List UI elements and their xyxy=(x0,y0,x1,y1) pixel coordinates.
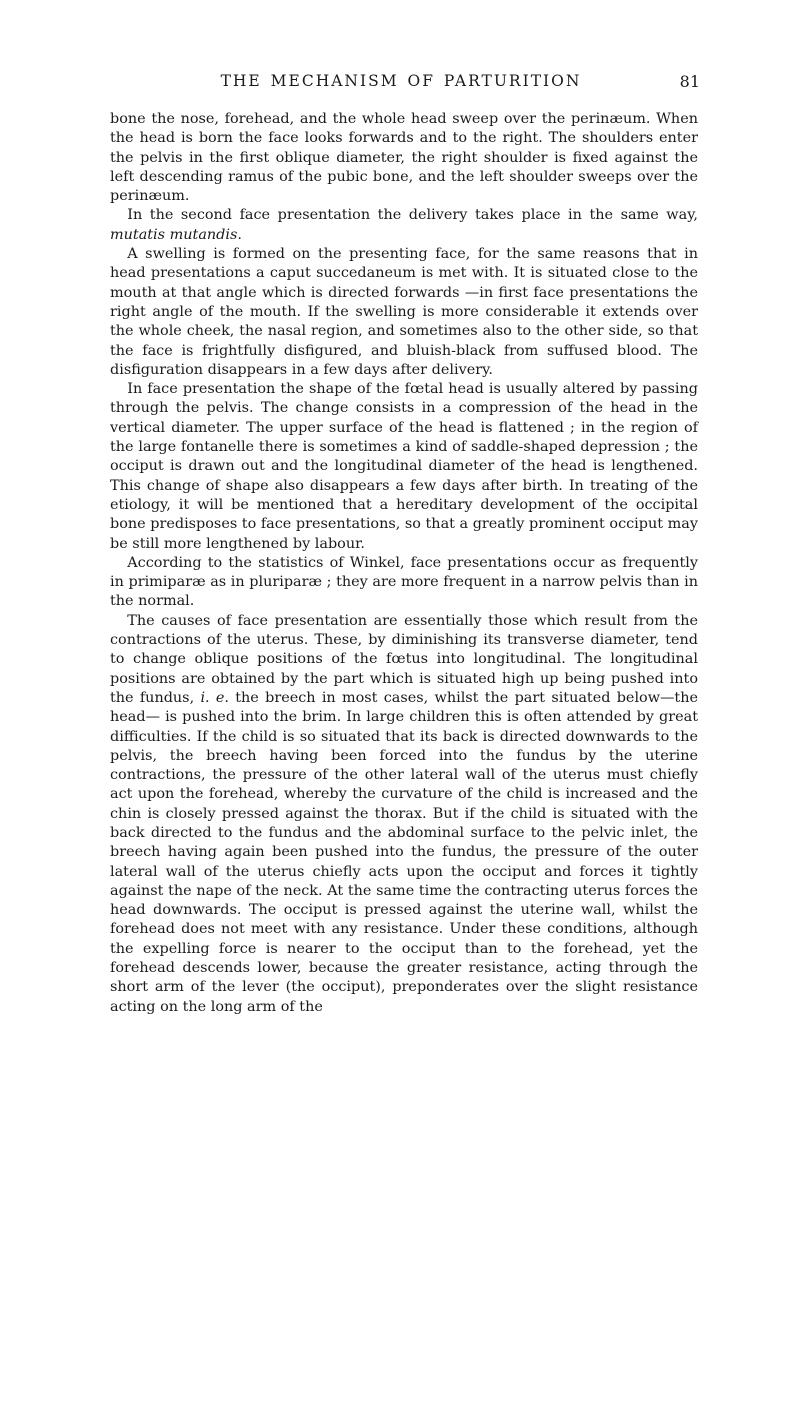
italic-phrase: i. e. xyxy=(200,689,229,706)
paragraph-second-face-presentation xyxy=(110,206,698,245)
paragraph-continuation: bone the nose, forehead, and the whole head sweep over the perinæum. When the head is born the face looks forwards and to the right. The shoulders enter the pelvis in the first oblique diameter, the right shoulder is fixed against the left descending ramus of the pubic bone, and the left shoulder sweeps over the perinæum. xyxy=(110,111,698,205)
paragraph-causes xyxy=(110,612,698,1017)
page-header xyxy=(102,72,700,96)
paragraph-text: The causes of face presentation are essentially those which result from the contractions of the uterus. These, by diminishing its transverse diameter, tend to change oblique positions of the fœtus into longitudinal. The longitudinal positions are obtained by the part which is situated high up being pushed into the fundus, xyxy=(110,612,698,706)
italic-phrase: mutatis mutandis xyxy=(110,226,238,243)
running-title: THE MECHANISM OF PARTURITION xyxy=(220,72,582,90)
paragraph-text: . xyxy=(237,226,242,243)
paragraph-statistics: According to the statistics of Winkel, face presentations occur as frequently in primiparæ as in pluriparæ ; they are more frequent in a narrow pelvis than in the normal. xyxy=(110,554,698,610)
page-number: 81 xyxy=(679,72,700,91)
paragraph-head-shape: In face presentation the shape of the fœtal head is usually altered by passing through the pelvis. The change consists in a compression of the head in the vertical diameter. The upper surface of the head is flattened ; in the region of the large fontanelle there is sometimes a kind of saddle-shaped depression ; the occiput is drawn out and the longitudinal diameter of the head is lengthened. This change of shape also disappears a few days after birth. In treating of the etiology, it will be mentioned that a hereditary development of the occipital bone predisposes to face presentations, so that a greatly prominent occiput may be still more lengthened by labour. xyxy=(110,381,698,552)
paragraph-text: In the second face presentation the delivery takes place in the same way, xyxy=(127,207,698,224)
body-text xyxy=(110,110,698,1017)
paragraph-swelling: A swelling is formed on the presenting face, for the same reasons that in head presentations a caput succedaneum is met with. It is situated close to the mouth at that angle which is directed forwards —in first face presentations the right angle of the mouth. If the swelling is more considerable it extends over the whole cheek, the nasal region, and sometimes also to the other side, so that the face is frightfully disfigured, and bluish-black from suffused blood. The disfiguration disappears in a few days after delivery. xyxy=(110,246,698,378)
paragraph-text: the breech in most cases, whilst the part situated below—the head— is pushed into the brim. In large children this is often attended by great difficulties. If the child is so situated that its back is directed downwards to the pelvis, the breech having been forced into the fundus by the uterine contractions, the pressure of the other lateral wall of the uterus must chiefly act upon the forehead, whereby the curvature of the child is increased and the chin is closely pressed against the thorax. But if the child is situated with the back directed to the fundus and the abdominal surface to the pelvic inlet, the breech having again been pushed into the fundus, the pressure of the outer lateral wall of the uterus chiefly acts upon the occiput and forces it tightly against the nape of the neck. At the same time the contracting uterus forces the head downwards. The occiput is pressed against the uterine wall, whilst the forehead does not meet with any resistance. Under these conditions, although the expelling force is nearer to the occiput than to the forehead, yet the forehead descends lower, because the greater resistance, acting through the short arm of the lever (the occiput), preponderates over the slight resistance acting on the long arm of the xyxy=(110,689,698,1015)
